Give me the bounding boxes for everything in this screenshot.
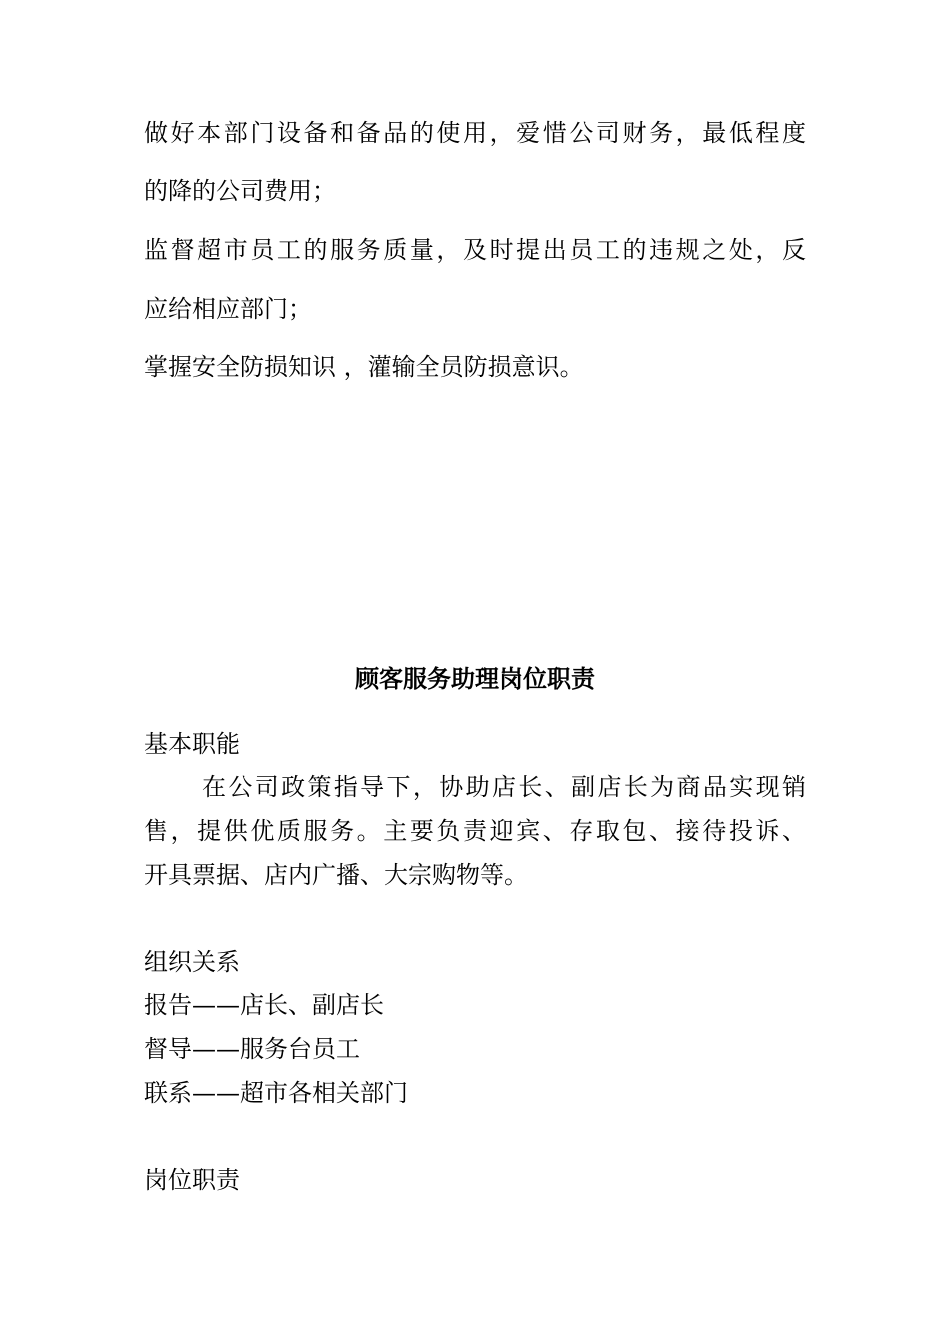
paragraph-line: 在公司政策指导下，协助店长、副店长为商品实现销 (202, 773, 806, 801)
paragraph-line: 监督超市员工的服务质量，及时提出员工的违规之处，反 (144, 236, 806, 264)
organization-heading: 组织关系 (144, 948, 240, 976)
org-line-supervise: 督导——服务台员工 (144, 1035, 360, 1063)
paragraph-line: 做好本部门设备和备品的使用，爱惜公司财务，最低程度 (144, 119, 806, 147)
paragraph-line: 售，提供优质服务。主要负责迎宾、存取包、接待投诉、 (144, 817, 806, 845)
paragraph-line: 掌握安全防损知识 ，灌输全员防损意识。 (144, 353, 584, 381)
paragraph-line: 开具票据、店内广播、大宗购物等。 (144, 861, 528, 889)
basic-function-heading: 基本职能 (144, 730, 240, 758)
duties-heading: 岗位职责 (144, 1166, 240, 1194)
paragraph-line: 应给相应部门； (144, 295, 312, 323)
org-line-report: 报告——店长、副店长 (144, 991, 384, 1019)
paragraph-line: 的降的公司费用； (144, 177, 336, 205)
org-line-contact: 联系——超市各相关部门 (144, 1079, 408, 1107)
section-title: 顾客服务助理岗位职责 (355, 664, 595, 693)
